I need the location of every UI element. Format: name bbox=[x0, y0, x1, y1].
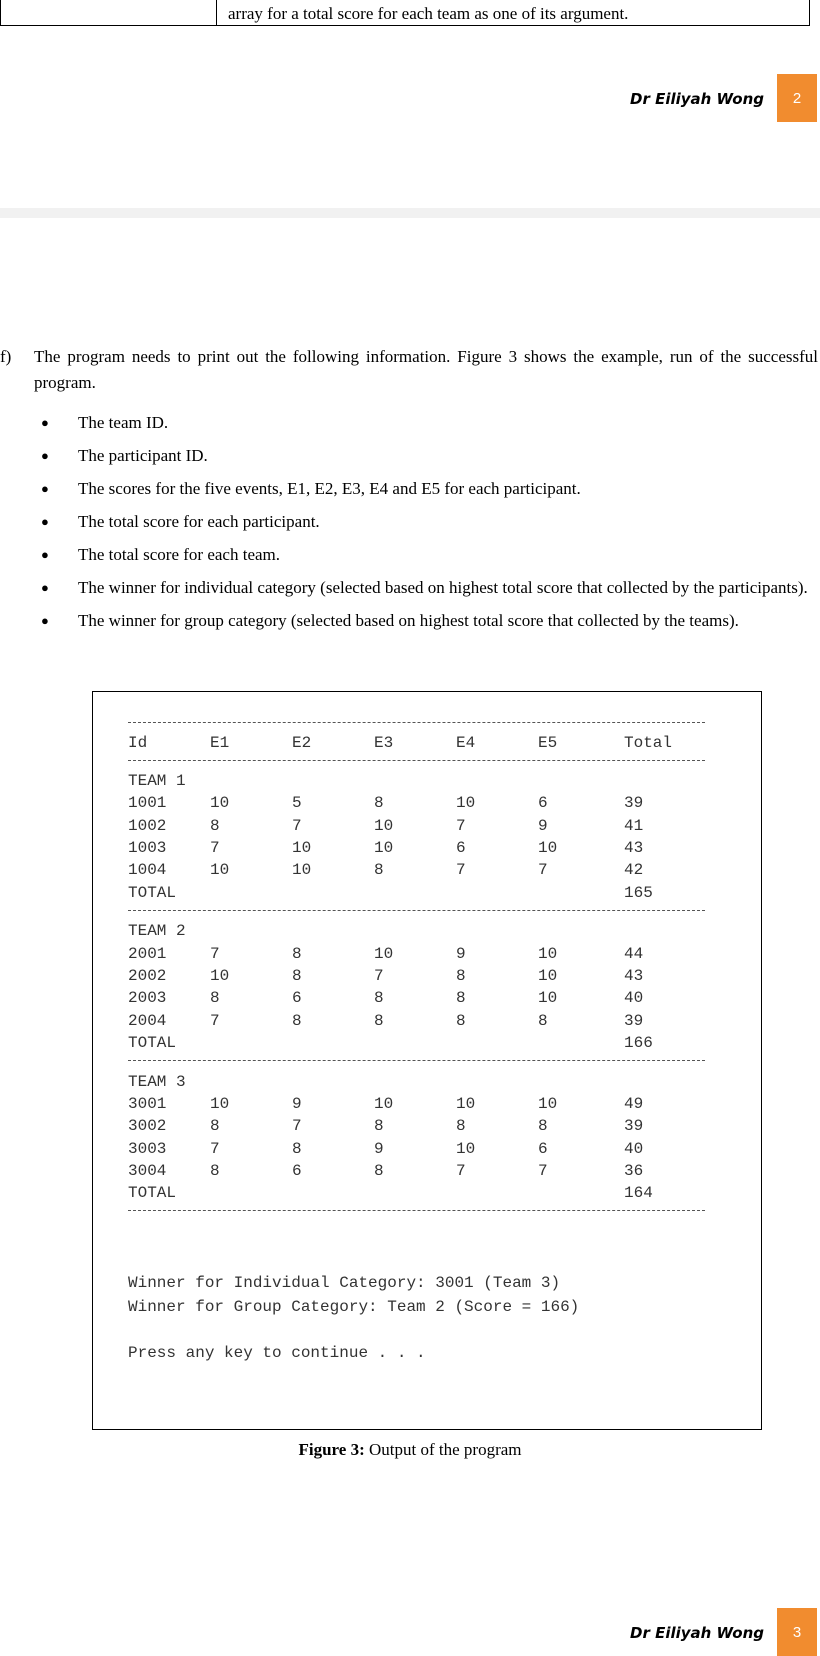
participant-row bbox=[128, 1012, 708, 1036]
console-cell: 9 bbox=[538, 816, 548, 835]
participant-row bbox=[128, 989, 708, 1013]
footer-author: Dr Eiliyah Wong bbox=[630, 90, 764, 108]
console-cell: 8 bbox=[292, 966, 302, 985]
participant-row bbox=[128, 1117, 708, 1141]
requirement-item bbox=[0, 477, 818, 501]
console-cell: E1 bbox=[210, 734, 230, 752]
console-cell: 1003 bbox=[128, 838, 167, 857]
console-cell: 3004 bbox=[128, 1161, 167, 1180]
console-cell: 7 bbox=[292, 1117, 302, 1136]
winner-individual-line: Winner for Individual Category: 3001 (Team 3) bbox=[128, 1274, 561, 1292]
console-cell: 6 bbox=[292, 989, 302, 1008]
console-cell: 2002 bbox=[128, 966, 167, 985]
console-cell: 1001 bbox=[128, 794, 167, 813]
bullet-icon: ● bbox=[41, 580, 49, 595]
console-header-row bbox=[128, 734, 708, 758]
console-cell: Id bbox=[128, 734, 148, 752]
console-cell: E5 bbox=[538, 734, 558, 752]
requirement-text: The participant ID. bbox=[78, 446, 208, 465]
team-label-row bbox=[128, 922, 708, 946]
console-cell: 8 bbox=[292, 944, 302, 963]
console-cell: 39 bbox=[624, 1117, 644, 1136]
console-cell: 40 bbox=[624, 989, 644, 1008]
requirement-item bbox=[0, 411, 818, 435]
requirement-text: The team ID. bbox=[78, 413, 169, 432]
console-cell: 10 bbox=[456, 794, 476, 813]
console-cell: 7 bbox=[456, 816, 466, 835]
console-cell: 10 bbox=[210, 966, 230, 985]
console-divider bbox=[128, 1060, 705, 1061]
console-cell: TEAM 1 bbox=[128, 772, 186, 790]
page-separator bbox=[0, 208, 820, 218]
console-cell: 3002 bbox=[128, 1117, 167, 1136]
console-cell: TEAM 3 bbox=[128, 1072, 186, 1091]
console-cell: 44 bbox=[624, 944, 644, 963]
participant-row bbox=[128, 1095, 708, 1119]
console-cell: 10 bbox=[538, 989, 558, 1008]
console-cell: TOTAL bbox=[128, 1033, 177, 1052]
console-cell: 2001 bbox=[128, 944, 167, 963]
console-cell: 1002 bbox=[128, 816, 167, 835]
console-cell: 39 bbox=[624, 1011, 644, 1030]
page-number-badge: 2 bbox=[777, 74, 817, 122]
console-cell: 10 bbox=[538, 1094, 558, 1113]
footer-author: Dr Eiliyah Wong bbox=[630, 1624, 764, 1642]
console-cell: 166 bbox=[624, 1033, 653, 1052]
console-cell: 6 bbox=[456, 838, 466, 857]
console-cell: 49 bbox=[624, 1094, 644, 1113]
console-cell: 8 bbox=[374, 989, 384, 1008]
console-cell: E2 bbox=[292, 734, 312, 752]
participant-row bbox=[128, 967, 708, 991]
console-cell: 7 bbox=[210, 838, 220, 857]
console-cell: 10 bbox=[210, 794, 230, 813]
requirement-list bbox=[0, 411, 818, 642]
console-cell: 165 bbox=[624, 883, 653, 902]
console-cell: 7 bbox=[456, 1161, 466, 1180]
console-divider bbox=[128, 1210, 705, 1211]
participant-row bbox=[128, 861, 708, 885]
console-cell: 8 bbox=[210, 1117, 220, 1136]
participant-row bbox=[128, 945, 708, 969]
bullet-icon: ● bbox=[41, 613, 49, 628]
console-cell: E4 bbox=[456, 734, 476, 752]
console-cell: 8 bbox=[210, 1161, 220, 1180]
console-cell: 8 bbox=[210, 816, 220, 835]
console-cell: TOTAL bbox=[128, 883, 177, 902]
console-cell: 6 bbox=[538, 794, 548, 813]
console-cell: 10 bbox=[456, 1139, 476, 1158]
console-divider bbox=[128, 910, 705, 911]
participant-row bbox=[128, 839, 708, 863]
console-cell: 7 bbox=[374, 966, 384, 985]
requirement-text: The scores for the five events, E1, E2, E3, E4 and E5 for each participant. bbox=[78, 479, 581, 498]
console-cell: 10 bbox=[292, 861, 312, 880]
console-cell: 10 bbox=[374, 816, 394, 835]
console-cell: 3001 bbox=[128, 1094, 167, 1113]
figure-caption-text: Output of the program bbox=[364, 1440, 522, 1459]
requirement-item bbox=[0, 543, 818, 567]
participant-row bbox=[128, 1162, 708, 1186]
console-cell: 8 bbox=[538, 1011, 548, 1030]
console-cell: 8 bbox=[210, 989, 220, 1008]
console-cell: E3 bbox=[374, 734, 394, 752]
console-cell: 9 bbox=[456, 944, 466, 963]
console-cell: 43 bbox=[624, 966, 644, 985]
requirement-item bbox=[0, 444, 818, 468]
console-cell: 8 bbox=[374, 861, 384, 880]
console-cell: 6 bbox=[292, 1161, 302, 1180]
console-cell: 8 bbox=[456, 1117, 466, 1136]
bullet-icon: ● bbox=[41, 547, 49, 562]
console-cell: 7 bbox=[538, 1161, 548, 1180]
console-cell: 10 bbox=[374, 838, 394, 857]
console-cell: 3003 bbox=[128, 1139, 167, 1158]
console-cell: 7 bbox=[210, 944, 220, 963]
requirement-item bbox=[0, 609, 818, 633]
continue-prompt: Press any key to continue . . . bbox=[128, 1344, 426, 1362]
console-cell: 10 bbox=[538, 966, 558, 985]
console-divider bbox=[128, 760, 705, 761]
requirement-text: The total score for each participant. bbox=[78, 512, 320, 531]
requirement-text: The winner for group category (selected based on highest total score that collected by the teams). bbox=[78, 611, 739, 630]
console-cell: 9 bbox=[374, 1139, 384, 1158]
question-text: The program needs to print out the following information. Figure 3 shows the example, run of the successful program. bbox=[34, 347, 818, 392]
program-output-figure bbox=[92, 691, 762, 1430]
figure-caption-label: Figure 3: bbox=[298, 1440, 365, 1459]
console-cell: 8 bbox=[292, 1139, 302, 1158]
console-cell: 40 bbox=[624, 1139, 644, 1158]
console-cell: 42 bbox=[624, 861, 644, 880]
console-cell: 2004 bbox=[128, 1011, 167, 1030]
console-cell: 8 bbox=[456, 1011, 466, 1030]
console-cell: 8 bbox=[456, 966, 466, 985]
team-label-row bbox=[128, 772, 708, 796]
requirement-text: The total score for each team. bbox=[78, 545, 281, 564]
console-cell: 10 bbox=[374, 1094, 394, 1113]
team-total-row bbox=[128, 884, 708, 908]
table-fragment-row bbox=[0, 0, 810, 26]
console-cell: 39 bbox=[624, 794, 644, 813]
console-cell: 5 bbox=[292, 794, 302, 813]
console-cell: 8 bbox=[538, 1117, 548, 1136]
console-cell: 8 bbox=[292, 1011, 302, 1030]
figure-caption bbox=[0, 1440, 820, 1460]
console-cell: 7 bbox=[292, 816, 302, 835]
console-cell: 8 bbox=[374, 1011, 384, 1030]
console-cell: 1004 bbox=[128, 861, 167, 880]
console-cell: 8 bbox=[374, 1117, 384, 1136]
console-cell: 10 bbox=[210, 861, 230, 880]
console-cell: 8 bbox=[374, 1161, 384, 1180]
bullet-icon: ● bbox=[41, 448, 49, 463]
console-cell: 164 bbox=[624, 1184, 653, 1203]
bullet-icon: ● bbox=[41, 514, 49, 529]
requirement-item bbox=[0, 510, 818, 534]
console-cell: 10 bbox=[538, 944, 558, 963]
console-cell: 10 bbox=[374, 944, 394, 963]
console-cell: 7 bbox=[456, 861, 466, 880]
console-cell: 6 bbox=[538, 1139, 548, 1158]
console-cell: 9 bbox=[292, 1094, 302, 1113]
requirement-item bbox=[0, 576, 818, 600]
console-cell: 7 bbox=[210, 1011, 220, 1030]
bullet-icon: ● bbox=[41, 481, 49, 496]
console-cell: 10 bbox=[210, 1094, 230, 1113]
console-divider bbox=[128, 722, 705, 723]
team-total-row bbox=[128, 1034, 708, 1058]
console-cell: 41 bbox=[624, 816, 644, 835]
page-number-badge: 3 bbox=[777, 1608, 817, 1656]
console-cell: 43 bbox=[624, 838, 644, 857]
console-cell: 7 bbox=[210, 1139, 220, 1158]
team-label-row bbox=[128, 1073, 708, 1097]
winner-group-line: Winner for Group Category: Team 2 (Score = 166) bbox=[128, 1298, 580, 1316]
console-cell: TEAM 2 bbox=[128, 922, 186, 941]
console-cell: 10 bbox=[538, 838, 558, 857]
question-marker: f) bbox=[0, 347, 12, 366]
participant-row bbox=[128, 1140, 708, 1164]
table-fragment-text: array for a total score for each team as one of its argument. bbox=[228, 4, 629, 23]
team-total-row bbox=[128, 1184, 708, 1208]
console-cell: Total bbox=[624, 734, 673, 752]
console-cell: 7 bbox=[538, 861, 548, 880]
bullet-icon: ● bbox=[41, 415, 49, 430]
console-cell: 36 bbox=[624, 1161, 644, 1180]
console-cell: 8 bbox=[374, 794, 384, 813]
console-cell: 2003 bbox=[128, 989, 167, 1008]
requirement-text: The winner for individual category (selected based on highest total score that collected by the participants). bbox=[78, 578, 808, 597]
console-cell: 10 bbox=[456, 1094, 476, 1113]
console-cell: TOTAL bbox=[128, 1184, 177, 1203]
console-cell: 8 bbox=[456, 989, 466, 1008]
participant-row bbox=[128, 794, 708, 818]
participant-row bbox=[128, 817, 708, 841]
table-fragment-left-cell bbox=[1, 0, 217, 25]
console-cell: 10 bbox=[292, 838, 312, 857]
